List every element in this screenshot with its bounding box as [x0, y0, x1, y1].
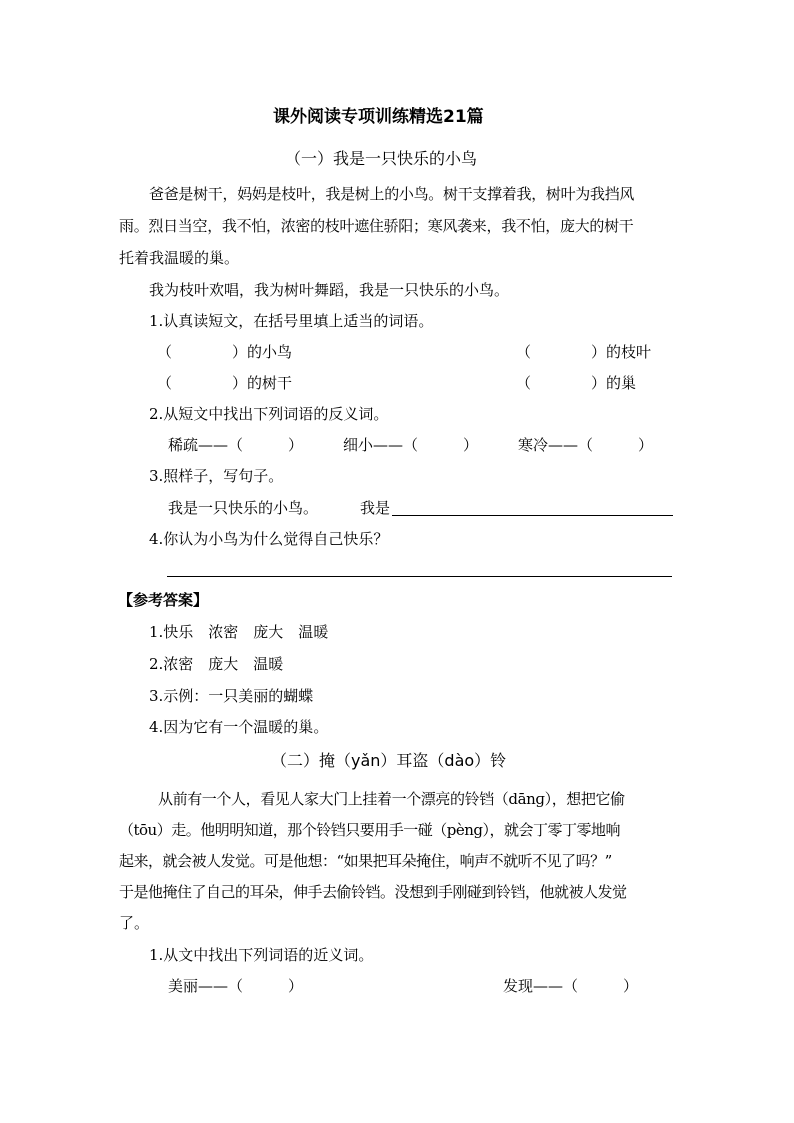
q1-blank-trunk[interactable]: （ ）的树干 [157, 374, 293, 392]
passage-2-line-2: （tōu）走。他明明知道，那个铃铛只要用手一碰（pèng），就会丁零丁零地响 [119, 821, 620, 839]
q1-blank-leaves[interactable]: （ ）的枝叶 [516, 343, 652, 361]
section-2-question-1: 1.从文中找出下列词语的近义词。 [149, 946, 374, 964]
s2-q1-synonym-beautiful[interactable]: 美丽——（ ） [168, 977, 304, 995]
answer-1: 1.快乐 浓密 庞大 温暖 [149, 623, 329, 641]
question-2: 2.从短文中找出下列词语的反义词。 [149, 405, 389, 423]
q3-answer-line[interactable] [392, 515, 673, 516]
passage-1-line-2: 雨。烈日当空，我不怕，浓密的枝叶遮住骄阳；寒风袭来，我不怕，庞大的树干 [119, 217, 634, 235]
document-title: 课外阅读专项训练精选21篇 [273, 107, 484, 127]
q2-antonym-sparse[interactable]: 稀疏——（ ） [168, 436, 304, 454]
q3-prompt: 我是 [360, 499, 391, 517]
question-3: 3.照样子，写句子。 [149, 467, 284, 485]
q2-antonym-cold[interactable]: 寒冷——（ ） [518, 436, 654, 454]
passage-1-line-3: 托着我温暖的巢。 [119, 249, 240, 267]
q2-antonym-small[interactable]: 细小——（ ） [343, 436, 479, 454]
answer-4: 4.因为它有一个温暖的巢。 [149, 718, 329, 736]
question-1: 1.认真读短文，在括号里填上适当的词语。 [149, 312, 434, 330]
section-2-heading: （二）掩（yǎn）耳盗（dào）铃 [271, 751, 507, 770]
q4-answer-line[interactable] [167, 576, 672, 577]
answer-2: 2.浓密 庞大 温暖 [149, 655, 284, 673]
s2-q1-synonym-discover[interactable]: 发现——（ ） [503, 977, 639, 995]
passage-1-line-1: 爸爸是树干，妈妈是枝叶，我是树上的小鸟。树干支撑着我，树叶为我挡风 [149, 185, 635, 203]
passage-1-paragraph-2: 我为枝叶欢唱，我为树叶舞蹈，我是一只快乐的小鸟。 [149, 281, 510, 299]
passage-2-line-1: 从前有一个人，看见人家大门上挂着一个漂亮的铃铛（dānɡ），想把它偷 [158, 790, 625, 808]
passage-2-line-4: 于是他掩住了自己的耳朵，伸手去偷铃铛。没想到手刚碰到铃铛，他就被人发觉 [119, 883, 627, 901]
answer-key-header: 【参考答案】 [118, 591, 209, 609]
q1-blank-bird[interactable]: （ ）的小鸟 [157, 343, 293, 361]
passage-2-line-3: 起来，就会被人发觉。可是他想：“如果把耳朵掩住，响声不就听不见了吗？” [119, 852, 612, 870]
answer-3: 3.示例：一只美丽的蝴蝶 [149, 687, 314, 705]
passage-2-line-5: 了。 [119, 914, 150, 932]
q1-blank-nest[interactable]: （ ）的巢 [516, 374, 637, 392]
section-1-heading: （一）我是一只快乐的小鸟 [285, 149, 478, 168]
q3-example-sentence: 我是一只快乐的小鸟。 [168, 499, 319, 517]
question-4: 4.你认为小鸟为什么觉得自己快乐？ [149, 530, 389, 548]
